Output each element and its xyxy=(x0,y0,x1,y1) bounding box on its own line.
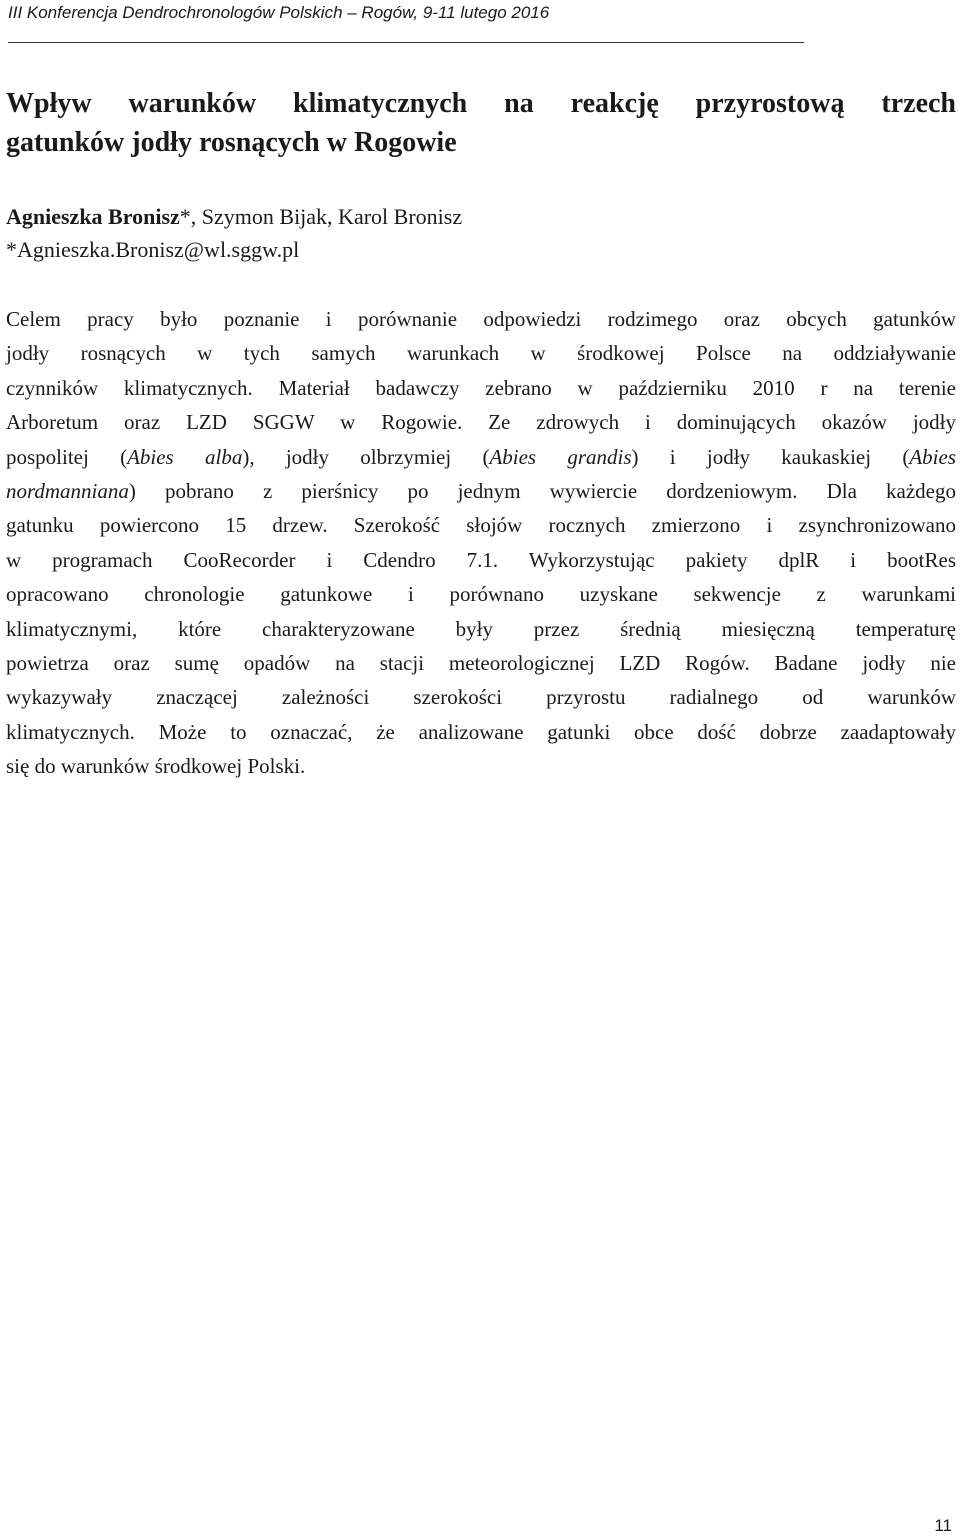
species-name: nordmanniana xyxy=(6,478,129,503)
abstract-body xyxy=(6,302,956,783)
abstract-text: pospolitej ( xyxy=(6,444,128,469)
abstract-line xyxy=(6,371,956,405)
title-line: gatunków jodły rosnących w Rogowie xyxy=(6,127,457,158)
corresponding-email: *Agnieszka.Bronisz@wl.sggw.pl xyxy=(6,237,300,262)
abstract-text: powietrza oraz sumę opadów na stacji meteorologicznej LZD Rogów. Badane jodły nie xyxy=(6,650,956,675)
abstract-text: klimatycznych. Może to oznaczać, że analizowane gatunki obce dość dobrze zaadaptowały xyxy=(6,719,956,744)
abstract-text: opracowano chronologie gatunkowe i porównano uzyskane sekwencje z warunkami xyxy=(6,582,956,607)
abstract-text: Arboretum oraz LZD SGGW w Rogowie. Ze zdrowych i dominujących okazów jodły xyxy=(6,410,956,435)
abstract-line xyxy=(6,405,956,439)
abstract-text: Celem pracy było poznanie i porównanie odpowiedzi rodzimego oraz obcych gatunków xyxy=(6,307,956,331)
abstract-text: gatunku powiercono 15 drzew. Szerokość słojów rocznych zmierzono i zsynchronizowano xyxy=(6,513,956,538)
abstract-line xyxy=(6,715,956,749)
title-line: Wpływ warunków klimatycznych na reakcję przyrostową trzech xyxy=(6,88,956,119)
abstract-line xyxy=(6,680,956,714)
abstract-text: się do warunków środkowej Polski. xyxy=(6,754,306,779)
abstract-line xyxy=(6,336,956,370)
abstract-line xyxy=(6,508,956,542)
header-divider xyxy=(8,42,804,43)
abstract-text: jodły rosnących w tych samych warunkach w środkowej Polsce na oddziaływanie xyxy=(6,341,956,366)
abstract-line xyxy=(6,646,956,680)
article-title xyxy=(6,84,956,162)
abstract-line xyxy=(6,474,956,508)
author-list xyxy=(6,200,462,233)
abstract-text: czynników klimatycznych. Materiał badawczy zebrano w październiku 2010 r na terenie xyxy=(6,375,956,400)
abstract-text: klimatycznymi, które charakteryzowane były przez średnią miesięczną temperaturę xyxy=(6,616,956,641)
abstract-line xyxy=(6,543,956,577)
lead-author: Agnieszka Bronisz xyxy=(6,204,180,229)
abstract-text: wykazywały znaczącej zależności szerokości przyrostu radialnego od warunków xyxy=(6,685,956,710)
abstract-text: ) pobrano z pierśnicy po jednym wywiercie dordzeniowym. Dla każdego xyxy=(128,478,956,503)
abstract-line xyxy=(6,612,956,646)
page-number: 11 xyxy=(934,1516,952,1535)
co-authors: *, Szymon Bijak, Karol Bronisz xyxy=(179,204,463,229)
running-header: III Konferencja Dendrochronologów Polskich – Rogów, 9-11 lutego 2016 xyxy=(8,3,550,22)
abstract-line xyxy=(6,749,956,783)
abstract-line xyxy=(6,440,956,474)
species-name: Abies grandis xyxy=(489,444,632,469)
species-name: Abies alba xyxy=(127,444,243,469)
abstract-text: ), jodły olbrzymiej ( xyxy=(242,444,490,469)
species-name: Abies xyxy=(909,444,956,469)
abstract-line xyxy=(6,577,956,611)
abstract-text: w programach CooRecorder i Cdendro 7.1. Wykorzystując pakiety dplR i bootRes xyxy=(6,547,956,572)
abstract-line xyxy=(6,302,956,336)
abstract-text: ) i jodły kaukaskiej ( xyxy=(631,444,910,469)
